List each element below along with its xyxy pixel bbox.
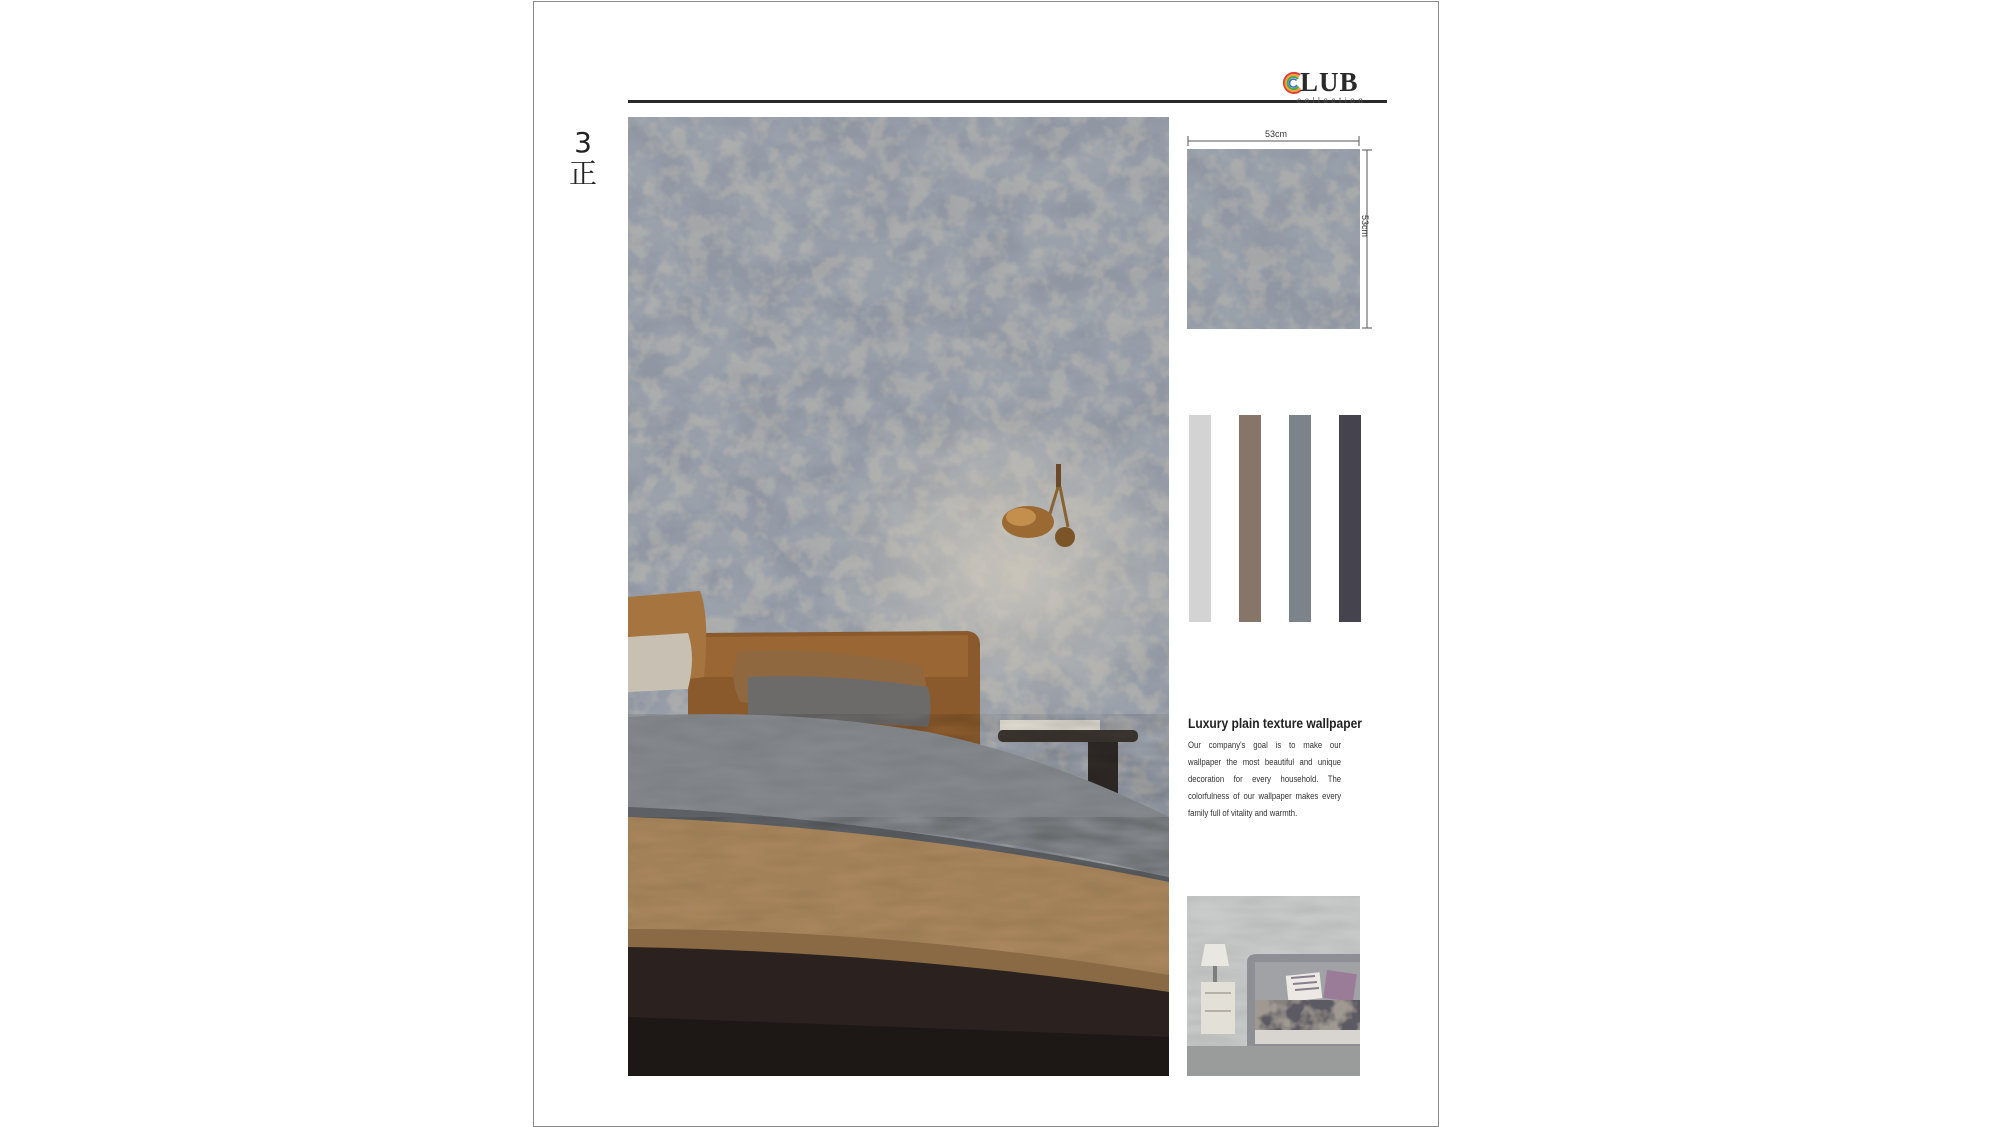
color-strip [1289,415,1311,622]
header-rule [628,100,1387,103]
product-title: Luxury plain texture wallpaper [1188,715,1362,731]
page-number: 3 [574,126,592,159]
brand-logo-text: LUB [1300,67,1359,97]
wallpaper-sample-swatch [1187,149,1360,329]
brand-logo-subtext: collection [1297,96,1367,105]
color-strip [1339,415,1361,622]
height-dimension-label: 53cm [1360,214,1370,237]
bedroom-preview-photo [1187,896,1360,1076]
room-scene-photo [628,117,1169,1076]
page-side-label: 正 [568,157,597,190]
brand-logo [1280,64,1386,106]
color-strip [1189,415,1211,622]
color-strip [1239,415,1261,622]
product-description: Our company's goal is to make our wallpaper the most beautiful and unique decoration for every household. The colorfulness of our wallpaper makes every family full of vitality and warmth. [1188,740,1342,818]
width-dimension-label: 53cm [1264,129,1287,139]
